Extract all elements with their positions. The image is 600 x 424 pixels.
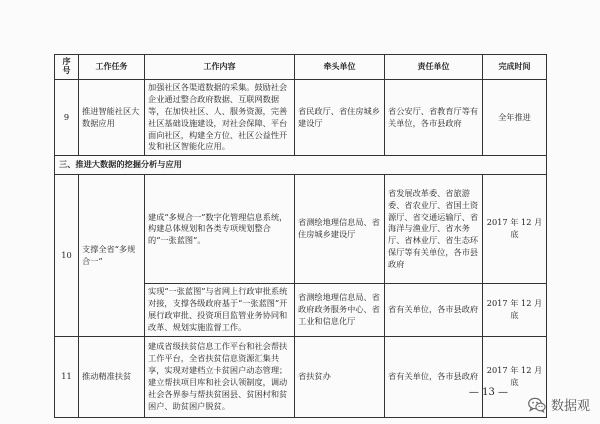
deadline-cell: 全年推进 [483, 80, 547, 156]
responsible-unit-cell: 省有关单位，各市县政府 [385, 284, 483, 337]
content-cell: 加强社区各渠道数据的采集。鼓励社会企业通过整合政府数据、互联网数据等，在加快社区、人、服务资源，完善社区基础设施建设，对社会保障、平台面向社区，构建全方位、社区公益性开发和社区智能化应用。 [145, 80, 295, 156]
lead-unit-cell: 省民政厅、省住房城乡建设厅 [295, 80, 385, 156]
deadline-cell: 2017 年 12 月底 [483, 336, 547, 417]
lead-unit-cell: 省测绘地理信息局、省住房城乡建设厅 [295, 175, 385, 284]
header-no: 序 号 [55, 55, 79, 80]
table-row [55, 336, 547, 417]
content-cell: 建成省级扶贫信息工作平台和社会帮扶工作平台，全省扶贫信息资源汇集共享，实现对建档立卡贫困户动态管理；建立帮扶项目库和社会认领制度，调动社会各界参与帮扶贫困县、贫困村和贫困户、助贫困户脱贫。 [145, 336, 295, 417]
table-row [55, 80, 547, 156]
wechat-icon [528, 397, 546, 413]
section-heading: 三、推进大数据的挖掘分析与应用 [55, 156, 547, 175]
work-task-table [54, 54, 547, 418]
watermark-text: 数据观 [550, 399, 590, 414]
responsible-unit-cell: 省发展改革委、省旅游委、省农业厅、省国土资源厅、省交通运输厅、省海洋与渔业厅、省水务厅、省林业厅、省生态环保厅等有关单位，各市县政府 [385, 175, 483, 284]
task-cell: 推动精准扶贫 [79, 336, 145, 417]
header-task: 工作任务 [79, 55, 145, 80]
table-row [55, 175, 547, 284]
lead-unit-cell: 省扶贫办 [295, 336, 385, 417]
responsible-unit-cell: 省有关单位，各市县政府 [385, 336, 483, 417]
section-heading-row [55, 156, 547, 175]
deadline-cell: 2017 年 12 月底 [483, 284, 547, 337]
responsible-unit-cell: 省公安厅、省教育厅等有关单位，各市县政府 [385, 80, 483, 156]
row-number: 11 [55, 336, 79, 417]
task-cell: 推进智能社区大数据应用 [79, 80, 145, 156]
page-number: — 13 — [468, 387, 508, 398]
header-resp: 责任单位 [385, 55, 483, 80]
row-number: 10 [55, 175, 79, 337]
source-watermark [528, 395, 590, 414]
content-cell: 建成“多规合一”数字化管理信息系统，构建总体规划和各类专项规划整合的“一张蓝图”。 [145, 175, 295, 284]
header-lead: 牵头单位 [295, 55, 385, 80]
header-content: 工作内容 [145, 55, 295, 80]
header-time: 完成时间 [483, 55, 547, 80]
lead-unit-cell: 省测绘地理信息局、省政府政务服务中心、省工业和信息化厅 [295, 284, 385, 337]
row-number: 9 [55, 80, 79, 156]
table-header-row [55, 55, 547, 80]
task-cell: 支撑全省“多规合一” [79, 175, 145, 337]
deadline-cell: 2017 年 12 月底 [483, 175, 547, 284]
content-cell: 实现“一张蓝图”与省网上行政审批系统对接，支撑各级政府基于“一张蓝图”开展行政审批、投资项目监管业务协同和改革、规划实施监督工作。 [145, 284, 295, 337]
